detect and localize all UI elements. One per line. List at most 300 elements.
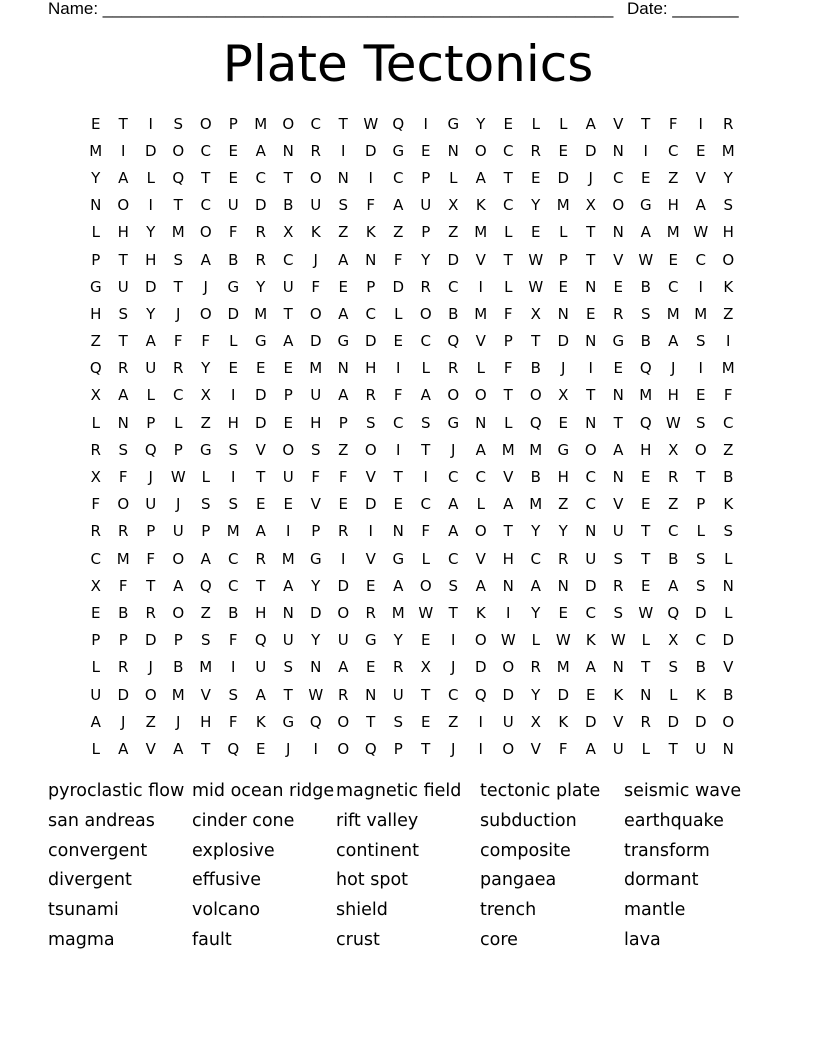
grid-letter: L	[559, 114, 568, 133]
grid-letter: M	[281, 549, 295, 568]
grid-letter: O	[144, 685, 157, 704]
grid-letter: R	[393, 658, 404, 677]
grid-letter: A	[613, 440, 624, 459]
grid-letter: N	[90, 196, 102, 215]
grid-letter: C	[228, 576, 239, 595]
grid-letter: D	[392, 277, 405, 296]
grid-letter: M	[226, 522, 240, 541]
grid-letter: O	[337, 712, 350, 731]
grid-letter: P	[146, 413, 156, 432]
grid-letter: A	[118, 386, 129, 405]
grid-letter: E	[91, 603, 101, 622]
grid-row	[82, 409, 742, 436]
grid-letter: T	[283, 168, 293, 187]
grid-letter: K	[585, 631, 596, 650]
grid-letter: X	[200, 386, 211, 405]
grid-letter: F	[228, 631, 238, 650]
grid-letter: V	[613, 712, 624, 731]
grid-letter: O	[337, 603, 350, 622]
grid-letter: A	[338, 250, 349, 269]
grid-letter: P	[118, 631, 128, 650]
grid-letter: I	[588, 359, 593, 378]
grid-letter: R	[448, 359, 459, 378]
grid-letter: D	[254, 386, 267, 405]
grid-letter: L	[394, 304, 403, 323]
grid-letter: Q	[667, 603, 680, 622]
grid-letter: F	[201, 332, 211, 351]
grid-letter: N	[557, 304, 569, 323]
grid-letter: S	[448, 576, 459, 595]
grid-letter: O	[337, 739, 350, 758]
word-bank-item: hot spot	[336, 870, 409, 891]
grid-letter: Z	[668, 168, 679, 187]
grid-letter: C	[448, 685, 459, 704]
grid-row	[82, 300, 742, 327]
grid-letter: J	[148, 658, 153, 677]
grid-letter: L	[724, 603, 733, 622]
grid-letter: F	[118, 468, 128, 487]
grid-letter: E	[531, 223, 541, 242]
grid-letter: R	[255, 223, 266, 242]
grid-letter: I	[121, 141, 126, 160]
grid-letter: H	[145, 250, 157, 269]
grid-letter: H	[200, 712, 212, 731]
grid-letter: W	[528, 277, 544, 296]
grid-letter: E	[283, 413, 293, 432]
grid-letter: H	[365, 359, 377, 378]
grid-letter: T	[448, 603, 458, 622]
grid-letter: I	[368, 522, 373, 541]
grid-letter: T	[283, 685, 293, 704]
grid-letter: S	[173, 250, 184, 269]
grid-row	[82, 219, 742, 246]
grid-letter: M	[501, 440, 515, 459]
grid-letter: E	[641, 468, 651, 487]
grid-row	[82, 463, 742, 490]
grid-letter: G	[282, 712, 295, 731]
grid-letter: M	[391, 603, 405, 622]
grid-letter: C	[283, 250, 294, 269]
grid-letter: F	[146, 549, 156, 568]
grid-letter: K	[475, 603, 486, 622]
grid-letter: L	[531, 631, 540, 650]
grid-letter: N	[612, 386, 624, 405]
grid-letter: A	[640, 223, 651, 242]
grid-letter: C	[255, 168, 266, 187]
grid-letter: M	[474, 304, 488, 323]
word-bank-item: san andreas	[48, 810, 155, 831]
grid-letter: E	[91, 114, 101, 133]
grid-letter: J	[176, 712, 181, 731]
grid-letter: B	[723, 468, 734, 487]
grid-letter: Y	[476, 114, 486, 133]
grid-letter: U	[337, 631, 349, 650]
grid-letter: M	[639, 386, 653, 405]
grid-letter: O	[364, 440, 377, 459]
grid-letter: Z	[393, 223, 404, 242]
grid-letter: E	[256, 739, 266, 758]
grid-letter: C	[228, 549, 239, 568]
grid-letter: O	[502, 739, 515, 758]
grid-letter: D	[364, 332, 377, 351]
grid-letter: Q	[447, 332, 460, 351]
grid-letter: O	[474, 631, 487, 650]
grid-letter: Y	[531, 685, 541, 704]
grid-letter: I	[423, 468, 428, 487]
grid-letter: A	[173, 576, 184, 595]
grid-letter: K	[255, 712, 266, 731]
grid-letter: M	[254, 304, 268, 323]
grid-letter: W	[665, 413, 681, 432]
grid-letter: C	[503, 141, 514, 160]
grid-letter: P	[311, 522, 321, 541]
grid-row	[82, 545, 742, 572]
grid-letter: O	[172, 141, 185, 160]
grid-letter: I	[396, 440, 401, 459]
grid-letter: S	[668, 658, 679, 677]
grid-letter: Y	[201, 359, 211, 378]
grid-letter: I	[423, 114, 428, 133]
grid-letter: T	[118, 250, 128, 269]
grid-letter: U	[502, 712, 514, 731]
word-bank-item: effusive	[192, 870, 262, 891]
grid-letter: Z	[448, 223, 459, 242]
grid-letter: E	[421, 631, 431, 650]
grid-letter: C	[475, 468, 486, 487]
grid-letter: R	[723, 114, 734, 133]
grid-letter: P	[366, 277, 376, 296]
grid-letter: D	[557, 685, 570, 704]
word-bank-item: mid ocean ridge	[192, 781, 335, 801]
grid-letter: I	[726, 332, 731, 351]
grid-letter: Q	[639, 359, 652, 378]
grid-letter: H	[640, 440, 652, 459]
grid-letter: E	[256, 359, 266, 378]
grid-letter: I	[698, 359, 703, 378]
grid-letter: J	[451, 440, 456, 459]
grid-letter: O	[282, 440, 295, 459]
grid-letter: R	[668, 468, 679, 487]
grid-letter: D	[309, 332, 322, 351]
grid-letter: E	[366, 658, 376, 677]
grid-letter: I	[313, 739, 318, 758]
grid-letter: N	[612, 468, 624, 487]
grid-letter: D	[364, 495, 377, 514]
grid-letter: F	[338, 468, 348, 487]
grid-letter: Y	[311, 576, 321, 595]
grid-letter: A	[338, 386, 349, 405]
grid-letter: W	[363, 114, 379, 133]
grid-letter: N	[282, 141, 294, 160]
grid-letter: D	[694, 603, 707, 622]
word-bank-item: cinder cone	[192, 810, 295, 831]
grid-row	[82, 137, 742, 164]
grid-letter: E	[558, 413, 568, 432]
grid-letter: D	[144, 277, 157, 296]
grid-letter: N	[502, 576, 514, 595]
grid-letter: C	[393, 168, 404, 187]
grid-letter: B	[640, 277, 651, 296]
grid-letter: A	[173, 739, 184, 758]
grid-letter: I	[148, 196, 153, 215]
grid-letter: T	[696, 468, 706, 487]
grid-letter: T	[201, 168, 211, 187]
grid-letter: Q	[172, 168, 185, 187]
grid-letter: I	[451, 631, 456, 650]
grid-letter: E	[586, 685, 596, 704]
grid-letter: C	[503, 196, 514, 215]
grid-letter: C	[613, 168, 624, 187]
grid-letter: N	[392, 522, 404, 541]
grid-letter: E	[696, 141, 706, 160]
grid-letter: R	[338, 685, 349, 704]
grid-letter: H	[227, 413, 239, 432]
grid-letter: O	[117, 495, 130, 514]
grid-letter: U	[282, 468, 294, 487]
grid-letter: O	[282, 114, 295, 133]
grid-letter: U	[227, 196, 239, 215]
grid-letter: Q	[227, 739, 240, 758]
grid-letter: I	[478, 277, 483, 296]
grid-letter: U	[255, 658, 267, 677]
grid-letter: C	[585, 495, 596, 514]
grid-letter: J	[176, 495, 181, 514]
grid-letter: M	[556, 658, 570, 677]
grid-letter: P	[283, 386, 293, 405]
grid-letter: W	[170, 468, 186, 487]
grid-letter: C	[448, 468, 459, 487]
grid-letter: P	[91, 250, 101, 269]
grid-letter: U	[310, 386, 322, 405]
grid-row	[82, 382, 742, 409]
grid-letter: M	[666, 304, 680, 323]
grid-letter: D	[722, 631, 735, 650]
grid-letter: H	[557, 468, 569, 487]
grid-letter: E	[421, 712, 431, 731]
grid-letter: L	[91, 739, 100, 758]
grid-letter: S	[420, 413, 431, 432]
grid-letter: T	[366, 712, 376, 731]
grid-letter: X	[585, 196, 596, 215]
grid-letter: N	[585, 277, 597, 296]
grid-letter: C	[585, 603, 596, 622]
grid-letter: U	[282, 277, 294, 296]
grid-letter: G	[447, 114, 460, 133]
grid-letter: W	[528, 250, 544, 269]
grid-letter: D	[144, 631, 157, 650]
grid-letter: V	[613, 250, 624, 269]
grid-letter: N	[557, 576, 569, 595]
grid-letter: C	[668, 522, 679, 541]
grid-letter: O	[419, 576, 432, 595]
grid-letter: Z	[90, 332, 101, 351]
grid-letter: R	[558, 549, 569, 568]
grid-letter: G	[447, 413, 460, 432]
grid-letter: C	[90, 549, 101, 568]
grid-letter: W	[555, 631, 571, 650]
grid-letter: M	[199, 658, 213, 677]
grid-letter: P	[228, 114, 238, 133]
grid-letter: D	[364, 141, 377, 160]
grid-letter: I	[341, 141, 346, 160]
grid-letter: G	[199, 440, 212, 459]
grid-letter: R	[530, 141, 541, 160]
grid-letter: A	[90, 712, 101, 731]
grid-letter: L	[504, 413, 513, 432]
grid-letter: L	[421, 359, 430, 378]
grid-letter: A	[393, 196, 404, 215]
grid-letter: T	[503, 522, 513, 541]
grid-letter: D	[557, 168, 570, 187]
grid-letter: P	[558, 250, 568, 269]
grid-letter: C	[393, 413, 404, 432]
grid-letter: F	[118, 576, 128, 595]
grid-letter: R	[613, 576, 624, 595]
grid-letter: L	[421, 549, 430, 568]
grid-letter: H	[117, 223, 129, 242]
grid-letter: S	[118, 304, 129, 323]
date-field-line: Date: _______	[627, 0, 739, 18]
grid-letter: T	[586, 250, 596, 269]
grid-letter: M	[721, 141, 735, 160]
word-bank-item: composite	[480, 840, 571, 861]
grid-letter: I	[643, 141, 648, 160]
grid-letter: H	[310, 413, 322, 432]
grid-letter: T	[641, 114, 651, 133]
grid-letter: S	[200, 495, 211, 514]
grid-letter: A	[585, 739, 596, 758]
grid-letter: L	[504, 223, 513, 242]
grid-letter: S	[200, 631, 211, 650]
grid-letter: A	[503, 495, 514, 514]
grid-letter: Y	[146, 223, 156, 242]
grid-letter: X	[448, 196, 459, 215]
grid-letter: U	[310, 196, 322, 215]
grid-row	[82, 273, 742, 300]
grid-letter: N	[612, 141, 624, 160]
grid-letter: M	[171, 685, 185, 704]
grid-letter: Q	[474, 685, 487, 704]
word-bank-item: volcano	[192, 900, 261, 921]
grid-letter: B	[448, 304, 459, 323]
grid-letter: X	[90, 386, 101, 405]
grid-letter: V	[310, 495, 321, 514]
grid-letter: C	[668, 141, 679, 160]
grid-letter: R	[90, 522, 101, 541]
grid-letter: V	[503, 468, 514, 487]
grid-letter: T	[641, 549, 651, 568]
grid-letter: M	[694, 304, 708, 323]
grid-letter: R	[365, 386, 376, 405]
grid-letter: O	[309, 304, 322, 323]
grid-row	[82, 654, 742, 681]
grid-letter: N	[612, 658, 624, 677]
grid-letter: L	[476, 495, 485, 514]
word-bank	[48, 777, 768, 956]
grid-letter: E	[228, 359, 238, 378]
grid-letter: L	[201, 468, 210, 487]
grid-letter: R	[118, 658, 129, 677]
grid-letter: S	[283, 658, 294, 677]
grid-letter: O	[172, 603, 185, 622]
grid-letter: C	[200, 141, 211, 160]
grid-letter: N	[722, 739, 734, 758]
grid-letter: X	[530, 304, 541, 323]
grid-letter: Z	[338, 440, 349, 459]
grid-letter: T	[421, 440, 431, 459]
grid-letter: H	[502, 549, 514, 568]
grid-letter: D	[144, 141, 157, 160]
word-bank-item: fault	[192, 929, 232, 950]
word-bank-item: crust	[336, 929, 380, 950]
grid-letter: T	[283, 304, 293, 323]
grid-row	[82, 328, 742, 355]
grid-letter: P	[173, 440, 183, 459]
grid-letter: Q	[364, 739, 377, 758]
grid-letter: E	[558, 277, 568, 296]
grid-letter: S	[393, 712, 404, 731]
grid-letter: C	[723, 413, 734, 432]
grid-letter: L	[146, 168, 155, 187]
grid-letter: T	[173, 277, 183, 296]
grid-letter: E	[558, 603, 568, 622]
grid-letter: X	[558, 386, 569, 405]
grid-letter: F	[558, 739, 568, 758]
grid-letter: J	[561, 359, 566, 378]
grid-letter: C	[365, 304, 376, 323]
grid-row	[82, 627, 742, 654]
grid-letter: J	[286, 739, 291, 758]
grid-letter: A	[585, 658, 596, 677]
word-bank-item: core	[480, 929, 518, 950]
grid-letter: L	[724, 549, 733, 568]
grid-row	[82, 246, 742, 273]
grid-letter: E	[366, 576, 376, 595]
grid-letter: J	[451, 739, 456, 758]
grid-letter: B	[228, 603, 239, 622]
grid-letter: P	[146, 522, 156, 541]
grid-letter: S	[118, 440, 129, 459]
word-bank-item: transform	[624, 840, 710, 861]
grid-letter: E	[531, 168, 541, 187]
grid-letter: L	[91, 658, 100, 677]
grid-letter: B	[118, 603, 129, 622]
grid-letter: C	[310, 114, 321, 133]
grid-letter: S	[365, 413, 376, 432]
grid-letter: Z	[558, 495, 569, 514]
grid-row	[82, 518, 742, 545]
grid-letter: A	[448, 522, 459, 541]
grid-letter: N	[585, 413, 597, 432]
grid-letter: E	[641, 495, 651, 514]
grid-letter: W	[693, 223, 709, 242]
grid-letter: Z	[723, 440, 734, 459]
grid-letter: F	[228, 712, 238, 731]
grid-letter: B	[530, 359, 541, 378]
word-search-grid	[82, 110, 742, 763]
grid-letter: J	[176, 304, 181, 323]
grid-letter: U	[90, 685, 102, 704]
grid-letter: T	[641, 522, 651, 541]
grid-letter: F	[91, 495, 101, 514]
grid-letter: O	[447, 386, 460, 405]
grid-letter: A	[200, 250, 211, 269]
grid-letter: O	[474, 522, 487, 541]
grid-letter: D	[667, 712, 680, 731]
grid-letter: J	[588, 168, 593, 187]
grid-letter: Z	[200, 413, 211, 432]
page-title: Plate Tectonics	[222, 35, 594, 93]
